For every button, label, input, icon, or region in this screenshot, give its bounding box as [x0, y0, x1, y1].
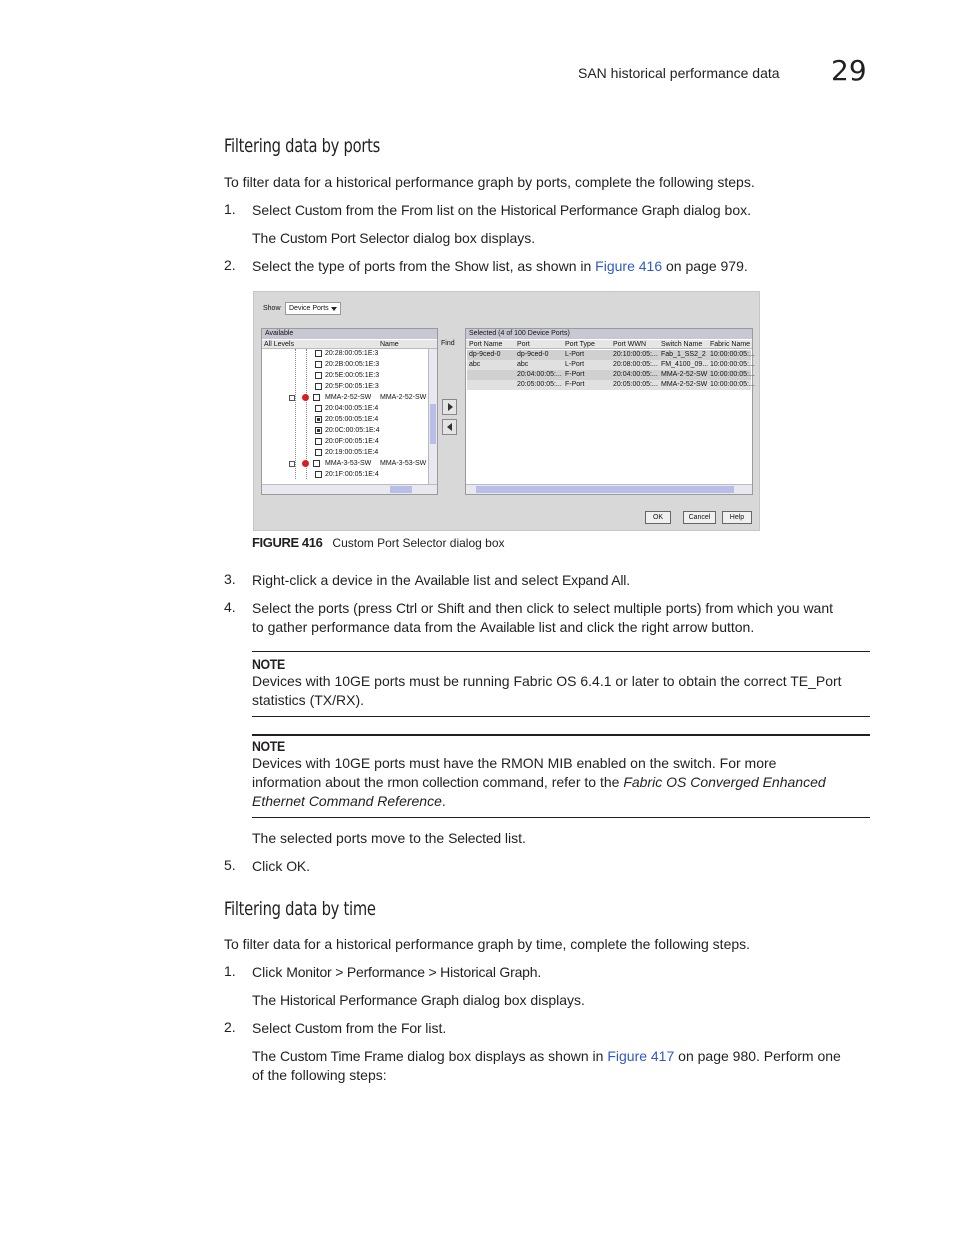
note-top-rule — [252, 651, 870, 652]
tree-port-node[interactable] — [262, 426, 428, 436]
chevron-down-icon — [331, 307, 337, 311]
port-checkbox[interactable] — [315, 361, 322, 368]
cancel-button[interactable]: Cancel — [683, 511, 716, 524]
find-label: Find — [441, 340, 455, 347]
step-number: 2. — [224, 1019, 236, 1035]
step-text-continued: to gather performance data from the Available list and click the right arrow button. — [252, 619, 755, 635]
table-row[interactable] — [467, 380, 755, 390]
collapse-icon[interactable] — [289, 461, 295, 467]
port-checkbox[interactable] — [315, 372, 322, 379]
step-number: 3. — [224, 571, 236, 587]
table-cell: F-Port — [565, 371, 585, 378]
tree-node-label: 20:04:00:05:1E:4 — [325, 405, 379, 412]
table-cell: L-Port — [565, 351, 585, 358]
tree-port-node[interactable] — [262, 360, 428, 370]
table-cell: 20:08:00:05:... — [613, 361, 658, 368]
port-checkbox[interactable] — [313, 460, 320, 467]
tree-node-label: 20:2B:00:05:1E:3 — [325, 361, 380, 368]
table-cell: 10:00:00:05:... — [710, 381, 755, 388]
table-cell: abc — [469, 361, 481, 368]
step-result: The Historical Performance Graph dialog box displays. — [252, 992, 585, 1008]
note-label: NOTE — [252, 738, 285, 754]
status-error-icon — [302, 460, 309, 467]
figure-caption — [252, 535, 505, 550]
table-cell: dp-9ced-0 — [469, 351, 501, 358]
step-result: The Custom Time Frame dialog box displays as shown in Figure 417 on page 980. Perform one — [252, 1048, 841, 1064]
chapter-number: 29 — [831, 54, 867, 87]
tree-node-label: 20:0C:00:05:1E:4 — [325, 427, 380, 434]
port-checkbox[interactable] — [315, 350, 322, 357]
step-number: 1. — [224, 963, 236, 979]
note-top-rule — [252, 734, 870, 736]
vertical-scrollbar[interactable] — [428, 349, 437, 484]
tree-port-node[interactable] — [262, 404, 428, 414]
tree-switch-node[interactable] — [262, 459, 428, 469]
step-text: Select the type of ports from the Show list, as shown in Figure 416 on page 979. — [252, 258, 748, 274]
tree-port-node[interactable] — [262, 470, 428, 480]
move-right-button[interactable] — [442, 399, 457, 415]
horizontal-scrollbar[interactable] — [466, 484, 752, 494]
port-checkbox[interactable] — [315, 405, 322, 412]
running-header-title: SAN historical performance data — [578, 65, 780, 81]
arrow-right-icon — [448, 403, 453, 411]
column-header[interactable]: Fabric Name — [710, 341, 751, 348]
table-cell: 20:04:00:05:... — [613, 371, 658, 378]
port-checkbox[interactable] — [313, 394, 320, 401]
table-cell: 20:05:00:05:... — [517, 381, 562, 388]
table-cell: 10:00:00:05:... — [710, 361, 755, 368]
move-left-button[interactable] — [442, 419, 457, 435]
horizontal-scrollbar[interactable] — [262, 484, 437, 494]
tree-port-node[interactable] — [262, 371, 428, 381]
tree-node-label: 20:1F:00:05:1E:4 — [325, 471, 379, 478]
tree-node-label: MMA-3-53-SW — [325, 460, 372, 467]
step-text: Click Monitor > Performance > Historical Graph. — [252, 964, 542, 980]
table-cell: Fab_1_SS2_2 — [661, 351, 706, 358]
selected-column-header — [466, 340, 752, 349]
tree-node-label: 20:0F:00:05:1E:4 — [325, 438, 379, 445]
step-text: Select Custom from the From list on the Historical Performance Graph dialog box. — [252, 202, 751, 218]
figure-caption-text: Custom Port Selector dialog box — [332, 536, 505, 550]
note-text: Devices with 10GE ports must be running Fabric OS 6.4.1 or later to obtain the correct TE_Port — [252, 673, 842, 689]
table-cell: MMA-2-52-SW — [661, 381, 708, 388]
table-cell: abc — [517, 361, 529, 368]
section-intro-ports: To filter data for a historical performance graph by ports, complete the following steps. — [224, 174, 755, 190]
note-text: information about the rmon collection command, refer to the Fabric OS Converged Enhanced — [252, 774, 826, 790]
help-button[interactable]: Help — [722, 511, 752, 524]
ok-button[interactable]: OK — [645, 511, 671, 524]
note-text: statistics (TX/RX). — [252, 692, 365, 708]
tree-port-node[interactable] — [262, 437, 428, 447]
note-bottom-rule — [252, 716, 870, 717]
selected-title: Selected (4 of 100 Device Ports) — [466, 329, 752, 339]
table-cell: 10:00:00:05:... — [710, 351, 755, 358]
port-checkbox[interactable] — [315, 427, 322, 434]
port-checkbox[interactable] — [315, 438, 322, 445]
column-header[interactable]: Port WWN — [613, 341, 647, 348]
tree-port-node[interactable] — [262, 349, 428, 359]
note-text: Ethernet Command Reference. — [252, 793, 446, 809]
available-title: Available — [262, 329, 437, 339]
step-number: 2. — [224, 257, 236, 273]
table-row[interactable] — [467, 370, 755, 380]
step-number: 1. — [224, 201, 236, 217]
table-cell: 20:05:00:05:... — [613, 381, 658, 388]
collapse-icon[interactable] — [289, 395, 295, 401]
tree-node-name: MMA-2-52-SW — [380, 394, 427, 401]
step-result: The Custom Port Selector dialog box displays. — [252, 230, 536, 246]
tree-node-name: MMA-3-53-SW — [380, 460, 427, 467]
available-column-header — [262, 340, 437, 349]
show-dropdown[interactable]: Device Ports — [285, 302, 341, 315]
port-checkbox[interactable] — [315, 416, 322, 423]
status-error-icon — [302, 394, 309, 401]
table-cell: F-Port — [565, 381, 585, 388]
note-label: NOTE — [252, 656, 285, 672]
table-row[interactable] — [467, 360, 755, 370]
tree-node-label: MMA-2-52-SW — [325, 394, 372, 401]
figure-link[interactable]: Figure 416 — [595, 258, 663, 274]
table-cell: 10:00:00:05:... — [710, 371, 755, 378]
port-checkbox[interactable] — [315, 383, 322, 390]
custom-port-selector-dialog — [253, 291, 760, 531]
tree-node-label: 20:05:00:05:1E:4 — [325, 416, 379, 423]
section-heading-ports: Filtering data by ports — [224, 135, 381, 157]
step-text: Select the ports (press Ctrl or Shift and then click to select multiple ports) from which you want — [252, 600, 834, 616]
section-heading-time: Filtering data by time — [224, 898, 376, 920]
table-cell: dp-9ced-0 — [517, 351, 549, 358]
note-text: Devices with 10GE ports must have the RMON MIB enabled on the switch. For more — [252, 755, 777, 771]
tree-node-label: 20:5E:00:05:1E:3 — [325, 372, 380, 379]
table-cell: L-Port — [565, 361, 585, 368]
column-header[interactable]: Switch Name — [661, 341, 703, 348]
port-checkbox[interactable] — [315, 449, 322, 456]
step-result: The selected ports move to the Selected list. — [252, 830, 526, 846]
tree-switch-node[interactable] — [262, 393, 428, 403]
tree-node-label: 20:19:00:05:1E:4 — [325, 449, 379, 456]
column-header[interactable]: Port Name — [469, 341, 503, 348]
section-intro-time: To filter data for a historical performance graph by time, complete the following steps. — [224, 936, 751, 952]
column-header[interactable]: Port — [517, 341, 530, 348]
table-cell: 20:04:00:05:... — [517, 371, 562, 378]
step-result-continued: of the following steps: — [252, 1067, 387, 1083]
tree-node-label: 20:5F:00:05:1E:3 — [325, 383, 379, 390]
figure-label: FIGURE 416 — [252, 535, 323, 550]
note-bottom-rule — [252, 817, 870, 818]
tree-node-label: 20:28:00:05:1E:3 — [325, 350, 379, 357]
tree-port-node[interactable] — [262, 448, 428, 458]
table-cell: MMA-2-52-SW — [661, 371, 708, 378]
available-list[interactable] — [261, 328, 438, 495]
table-cell: 20:10:00:05:... — [613, 351, 658, 358]
column-header[interactable]: All Levels — [264, 341, 294, 348]
tree-port-node[interactable] — [262, 382, 428, 392]
port-checkbox[interactable] — [315, 471, 322, 478]
step-text: Click OK. — [252, 858, 310, 874]
selected-list[interactable] — [465, 328, 753, 495]
column-header[interactable]: Port Type — [565, 341, 595, 348]
step-text: Right-click a device in the Available list and select Expand All. — [252, 572, 631, 588]
step-text: Select Custom from the For list. — [252, 1020, 447, 1036]
step-number: 5. — [224, 857, 236, 873]
table-cell: FM_4100_09... — [661, 361, 709, 368]
table-row[interactable] — [467, 350, 755, 360]
show-label: Show — [263, 305, 281, 312]
arrow-left-icon — [447, 423, 452, 431]
step-number: 4. — [224, 599, 236, 615]
tree-port-node[interactable] — [262, 415, 428, 425]
figure-link[interactable]: Figure 417 — [607, 1048, 675, 1064]
column-header[interactable]: Name — [380, 341, 399, 348]
